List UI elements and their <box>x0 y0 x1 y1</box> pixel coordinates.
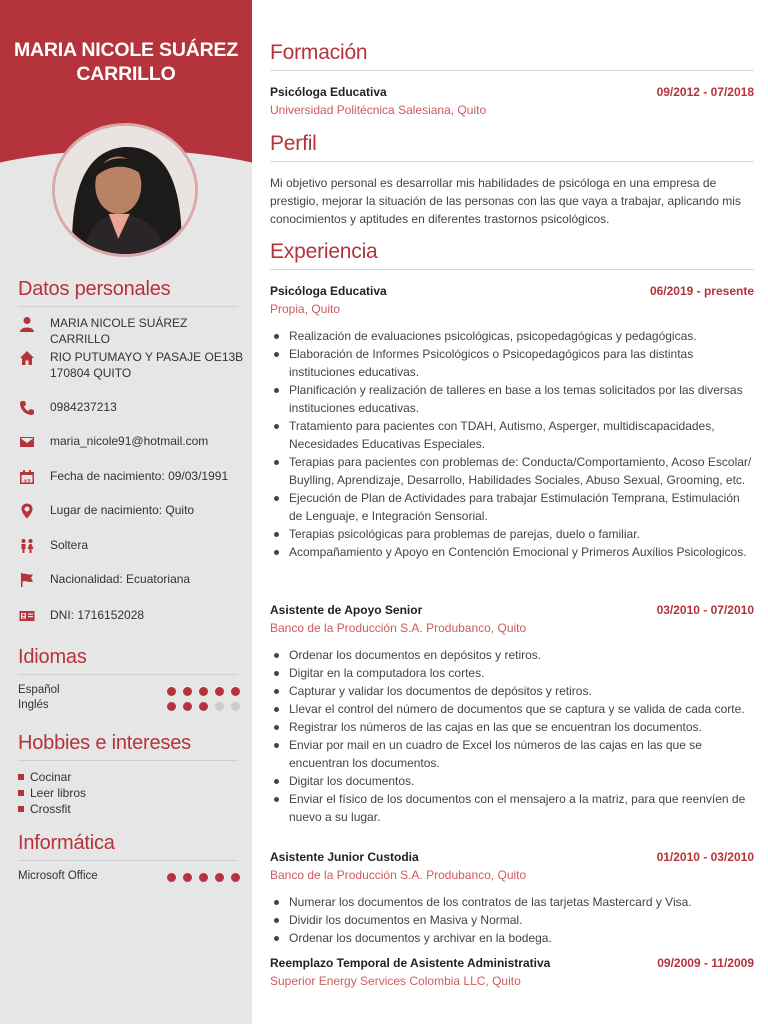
personal-email-row <box>18 433 248 451</box>
job-organization: Banco de la Producción S.A. Produbanco, Quito <box>270 621 527 635</box>
personal-birthdate-row <box>18 468 248 486</box>
job-head <box>270 283 754 300</box>
level-dot-filled <box>215 873 224 882</box>
job-head <box>270 955 754 972</box>
home-icon <box>18 349 36 367</box>
level-dot-filled <box>215 687 224 696</box>
personal-birthdate-text: Fecha de nacimiento: 09/03/1991 <box>50 469 229 483</box>
personal-dni-text: DNI: 1716152028 <box>50 608 145 622</box>
job-tasks-list <box>270 893 754 947</box>
experience-title: Experiencia <box>270 240 754 270</box>
education-title: Formación <box>270 41 754 71</box>
job-task-item: Tratamiento para pacientes con TDAH, Autismo, Asperger, multidiscapacidades, Necesidades Educativas Especiales. <box>270 417 754 453</box>
sidebar <box>0 0 252 1024</box>
bullet-square-icon <box>18 790 24 796</box>
job-task-item: Elaboración de Informes Psicológicos o Psicopedagógicos para las distintas instituciones educativas. <box>270 345 754 381</box>
personal-email-text: maria_nicole91@hotmail.com <box>50 434 209 448</box>
job-task-item: Llevar el control del número de documentos que se captura y se valida de cada corte. <box>270 700 754 718</box>
person-icon <box>18 315 36 333</box>
id-card-icon <box>18 607 36 625</box>
profile-title: Perfil <box>270 132 754 162</box>
phone-icon <box>18 399 36 417</box>
computing-name: Microsoft Office <box>18 870 98 882</box>
job-task-item: Terapias psicológicas para problemas de parejas, duelo o familiar. <box>270 525 754 543</box>
name-line-2: CARRILLO <box>76 63 176 85</box>
job-head <box>270 849 754 866</box>
job-task-item: Planificación y realización de talleres en base a los temas solicitados por las diversas instituciones educativas. <box>270 381 754 417</box>
language-row <box>18 699 240 714</box>
level-dot-filled <box>167 702 176 711</box>
profile-photo <box>52 123 198 257</box>
personal-name-row <box>18 315 248 347</box>
personal-status-row <box>18 537 248 555</box>
level-dot-filled <box>183 873 192 882</box>
job-task-item: Enviar por mail en un cuadro de Excel los números de las cajas en las que se encuentran los documentos. <box>270 736 754 772</box>
personal-name-text: MARIA NICOLE SUÁREZ CARRILLO <box>50 316 188 346</box>
personal-status-text: Soltera <box>50 538 89 552</box>
job-task-item: Digitar los documentos. <box>270 772 754 790</box>
hobby-text: Cocinar <box>30 770 72 784</box>
language-row <box>18 684 240 699</box>
personal-nationality-row <box>18 571 248 589</box>
job-task-item: Terapias para pacientes con problemas de: Conducta/Comportamiento, Acoso Escolar/ Buylling, Aprendizaje, Desarrollo, Habilidades Sociales, Abuso Sexual, Grooming, etc. <box>270 453 754 489</box>
job-task-item: Enviar el físico de los documentos con el mensajero a la matriz, para que reenvíen de nuevo a su lugar. <box>270 790 754 826</box>
hobbies-section <box>18 732 238 822</box>
computing-level-dots <box>160 873 240 882</box>
level-dot-empty <box>215 702 224 711</box>
hobby-text: Crossfit <box>30 802 71 816</box>
level-dot-filled <box>199 687 208 696</box>
couple-icon <box>18 537 36 555</box>
job-title: Reemplazo Temporal de Asistente Administrativa <box>270 956 551 970</box>
personal-dni-row <box>18 607 248 625</box>
job-organization: Banco de la Producción S.A. Produbanco, Quito <box>270 868 527 882</box>
job-task-item: Realización de evaluaciones psicológicas, psicopedagógicas y pedagógicas. <box>270 327 754 345</box>
hobby-text: Leer libros <box>30 786 87 800</box>
personal-birthplace-text: Lugar de nacimiento: Quito <box>50 503 195 517</box>
language-level-dots <box>160 702 240 711</box>
hobby-item <box>18 801 71 817</box>
language-level-dots <box>160 687 240 696</box>
calendar-icon <box>18 468 36 486</box>
level-dot-filled <box>231 873 240 882</box>
job-organization: Propia, Quito <box>270 302 341 316</box>
name-line-1: MARIA NICOLE SUÁREZ <box>13 39 239 61</box>
job-date: 09/2009 - 11/2009 <box>657 956 754 970</box>
job-head <box>270 602 754 619</box>
languages-section <box>18 646 238 726</box>
job-organization: Superior Energy Services Colombia LLC, Quito <box>270 974 521 988</box>
candidate-name <box>0 38 252 86</box>
flag-icon <box>18 571 36 589</box>
job-date: 01/2010 - 03/2010 <box>656 850 754 864</box>
personal-phone-text: 0984237213 <box>50 400 117 414</box>
experience-entry <box>270 602 754 826</box>
level-dot-filled <box>199 702 208 711</box>
computing-section <box>18 832 238 892</box>
hobby-item <box>18 785 86 801</box>
level-dot-filled <box>231 687 240 696</box>
job-task-item: Capturar y validar los documentos de depósitos y retiros. <box>270 682 754 700</box>
job-title: Asistente de Apoyo Senior <box>270 603 423 617</box>
job-task-item: Ejecución de Plan de Actividades para trabajar Estimulación Temprana, Estimulación de Lenguaje, e Integración Sensorial. <box>270 489 754 525</box>
computing-title: Informática <box>18 832 238 861</box>
education-date: 09/2012 - 07/2018 <box>656 85 754 99</box>
personal-address-row <box>18 349 248 381</box>
languages-title: Idiomas <box>18 646 238 675</box>
personal-data-title: Datos personales <box>18 278 238 307</box>
hobbies-title: Hobbies e intereses <box>18 732 238 761</box>
job-title: Asistente Junior Custodia <box>270 850 419 864</box>
bullet-square-icon <box>18 806 24 812</box>
job-task-item: Ordenar los documentos en depósitos y retiros. <box>270 646 754 664</box>
job-date: 03/2010 - 07/2010 <box>656 603 754 617</box>
job-task-item: Numerar los documentos de los contratos de las tarjetas Mastercard y Visa. <box>270 893 754 911</box>
job-task-item: Acompañamiento y Apoyo en Contención Emocional y Primeros Auxilios Psicologicos. <box>270 543 754 561</box>
experience-entry <box>270 283 754 561</box>
level-dot-filled <box>199 873 208 882</box>
job-tasks-list <box>270 646 754 826</box>
level-dot-filled <box>167 687 176 696</box>
personal-nationality-text: Nacionalidad: Ecuatoriana <box>50 572 191 586</box>
personal-address-text: RIO PUTUMAYO Y PASAJE OE13B 170804 QUITO <box>50 350 244 380</box>
main-column <box>270 0 754 1024</box>
location-pin-icon <box>18 502 36 520</box>
job-tasks-list <box>270 327 754 561</box>
job-task-item: Digitar en la computadora los cortes. <box>270 664 754 682</box>
profile-photo-image <box>55 126 195 254</box>
language-name: Español <box>18 684 60 696</box>
profile-text: Mi objetivo personal es desarrollar mis habilidades de psicóloga en una empresa de prestigio, mejorar la situación de las personas con las que vaya a trabajar, aplicando mis conocimientos y aptitudes en diferentes trastornos psicológicos. <box>270 176 741 226</box>
personal-phone-row <box>18 399 248 417</box>
level-dot-filled <box>183 687 192 696</box>
job-task-item: Ordenar los documentos y archivar en la bodega. <box>270 929 754 947</box>
calendar-badge-text: 27 <box>23 479 31 486</box>
job-task-item: Dividir los documentos en Masiva y Normal. <box>270 911 754 929</box>
personal-birthplace-row <box>18 502 248 520</box>
job-title: Psicóloga Educativa <box>270 284 387 298</box>
job-task-item: Registrar los números de las cajas en las que se encuentran los documentos. <box>270 718 754 736</box>
education-entry <box>270 84 754 119</box>
education-head <box>270 84 754 101</box>
level-dot-filled <box>167 873 176 882</box>
experience-entry <box>270 849 754 947</box>
education-degree: Psicóloga Educativa <box>270 85 387 99</box>
personal-data-section <box>18 278 244 622</box>
computing-row <box>18 870 240 885</box>
education-institution: Universidad Politécnica Salesiana, Quito <box>270 103 487 117</box>
level-dot-filled <box>183 702 192 711</box>
job-date: 06/2019 - presente <box>649 284 754 298</box>
hobby-item <box>18 769 71 785</box>
email-icon <box>18 433 36 451</box>
bullet-square-icon <box>18 774 24 780</box>
language-name: Inglés <box>18 699 49 711</box>
level-dot-empty <box>231 702 240 711</box>
experience-entry <box>270 955 754 990</box>
